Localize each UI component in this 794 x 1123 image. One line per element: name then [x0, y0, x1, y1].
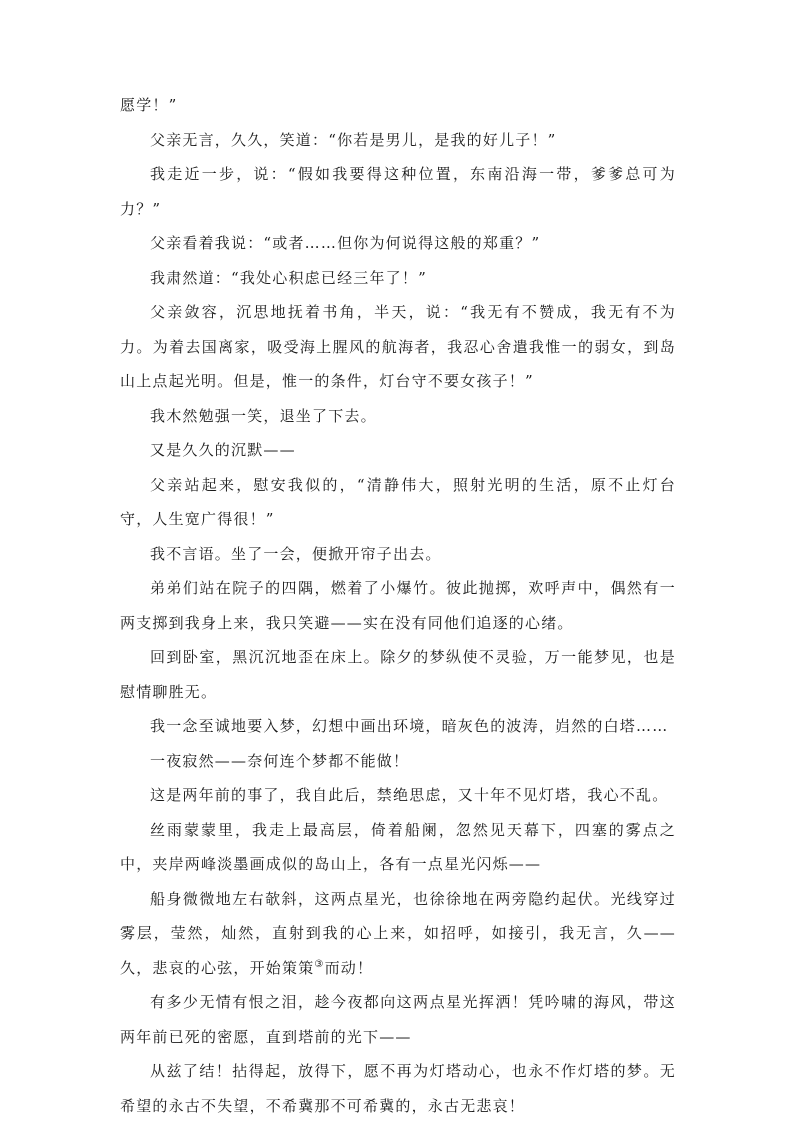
paragraph: 父亲敛容，沉思地抚着书角，半天，说：“我无有不赞成，我无有不为力。为着去国离家，吸受海上腥风的航海者，我忍心舍遣我惟一的弱女，到岛山上点起光明。但是，惟一的条件，灯台守不要女孩子！”: [120, 303, 676, 390]
paragraph: 愿学！”: [120, 96, 178, 114]
paragraph: 一夜寂然——奈何连个梦都不能做！: [150, 751, 410, 770]
footnote-marker: ③: [314, 958, 325, 970]
paragraph: 父亲无言，久久，笑道：“你若是男儿，是我的好儿子！”: [150, 130, 557, 149]
paragraph-text-continued: 而动！: [324, 958, 374, 977]
paragraph: 我一念至诚地要入梦，幻想中画出环境，暗灰色的波涛，岿然的白塔……: [150, 717, 669, 735]
paragraph: 又是久久的沉默——: [150, 441, 296, 459]
paragraph: 我走近一步，说：“假如我要得这种位置，东南沿海一带，爹爹总可为力？”: [120, 165, 676, 218]
body-text: [120, 88, 676, 1123]
paragraph: 有多少无情有恨之泪，趁今夜都向这两点星光挥洒！凭吟啸的海风，带这两年前已死的密愿，直到塔前的光下——: [120, 993, 676, 1046]
paragraph: 我木然勉强一笑，退坐了下去。: [150, 406, 377, 425]
paragraph: 父亲看着我说：“或者……但你为何说得这般的郑重？”: [150, 234, 541, 252]
paragraph: 回到卧室，黑沉沉地歪在床上。除夕的梦纵使不灵验，万一能梦见，也是慰情聊胜无。: [120, 648, 676, 701]
paragraph: 我不言语。坐了一会，便掀开帘子出去。: [150, 544, 442, 563]
paragraph: 丝雨蒙蒙里，我走上最高层，倚着船阑，忽然见天幕下，四塞的雾点之中，夹岸两峰淡墨画成似的岛山上，各有一点星光闪烁——: [120, 820, 676, 873]
paragraph: 这是两年前的事了，我自此后，禁绝思虑，又十年不见灯塔，我心不乱。: [150, 786, 669, 804]
paragraph: 弟弟们站在院子的四隅，燃着了小爆竹。彼此抛掷，欢呼声中，偶然有一两支掷到我身上来，我只笑避——实在没有同他们追逐的心绪。: [120, 579, 676, 632]
paragraph: 从兹了结！拈得起，放得下，愿不再为灯塔动心，也永不作灯塔的梦。无希望的永古不失望，不希冀那不可希冀的，永古无悲哀！: [120, 1062, 676, 1115]
paragraph: 我肃然道：“我处心积虑已经三年了！”: [150, 268, 427, 287]
paragraph: [120, 882, 676, 986]
paragraph-text: 船身微微地左右欹斜，这两点星光，也徐徐地在两旁隐约起伏。光线穿过雾层，莹然，灿然，直射到我的心上来，如招呼，如接引，我无言，久——久，悲哀的心弦，开始策策: [120, 889, 676, 977]
paragraph: 父亲站起来，慰安我似的，“清静伟大，照射光明的生活，原不止灯台守，人生宽广得很！”: [120, 475, 676, 528]
